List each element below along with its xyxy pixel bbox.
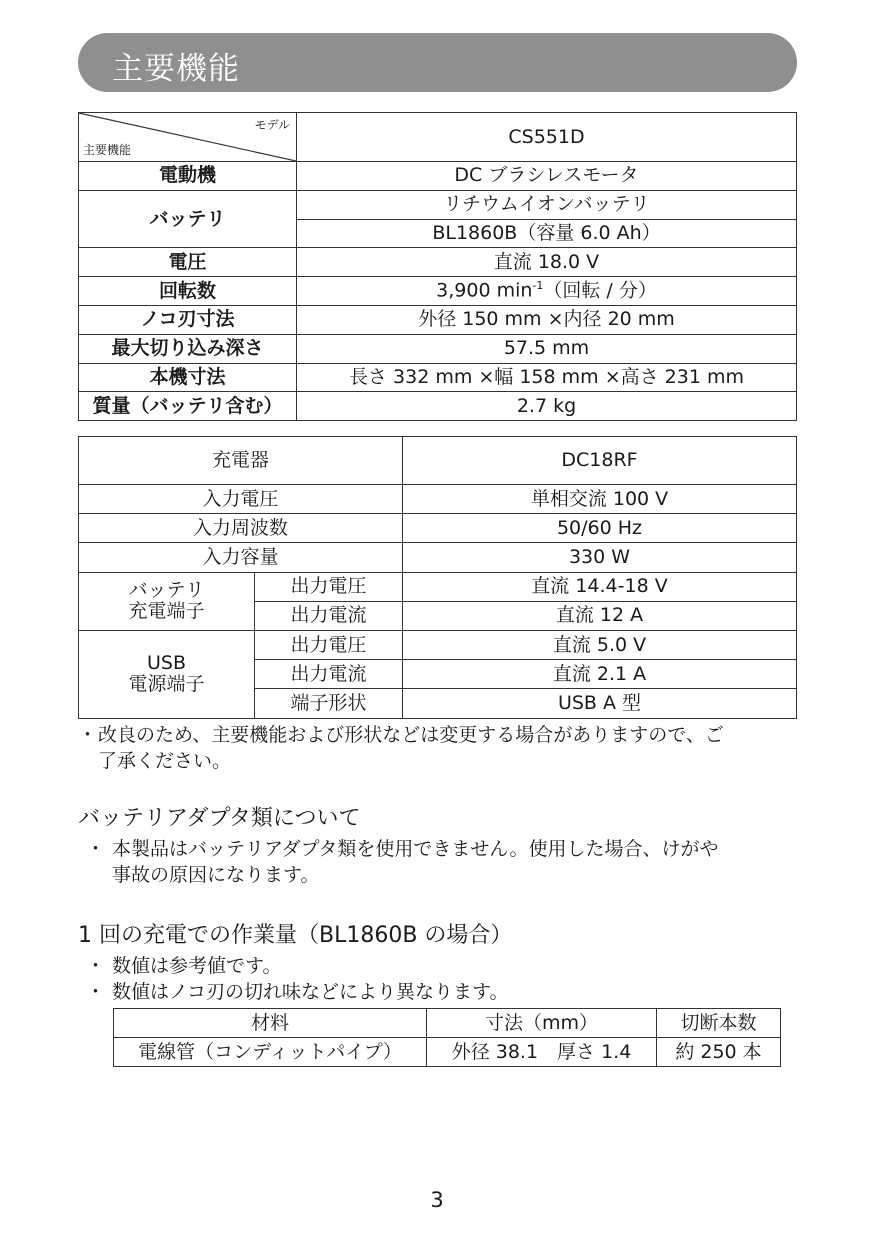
table-row [79, 630, 797, 659]
charger-model: DC18RF [403, 437, 797, 485]
column-header: 寸法（mm） [427, 1009, 657, 1038]
row-label: 本機寸法 [79, 363, 297, 392]
charger-table [78, 436, 797, 719]
row-value: 57.5 mm [297, 334, 797, 363]
row-label: ノコ刃寸法 [79, 305, 297, 334]
table-row [79, 162, 797, 191]
bullet: ・ [86, 838, 106, 860]
row-value: 2.7 kg [297, 392, 797, 421]
workload-heading: 1 回の充電での作業量（BL1860B の場合） [78, 923, 513, 948]
note-line: 本製品はバッテリアダプタ類を使用できません。使用した場合、けがや [112, 838, 719, 860]
cutting-capacity-table [113, 1008, 781, 1067]
table-row [79, 485, 797, 514]
table-cell: 電線管（コンディットパイプ） [114, 1038, 427, 1067]
rpm-exponent: -1 [532, 279, 544, 293]
row-label: 入力周波数 [79, 514, 403, 543]
row-value: BL1860B（容量 6.0 Ah） [297, 219, 797, 248]
bullet: ・ [78, 724, 98, 746]
row-value: 330 W [403, 543, 797, 572]
table-row [79, 514, 797, 543]
table-row [79, 190, 797, 219]
row-value: 直流 18.0 V [297, 248, 797, 277]
usb-terminal-label [79, 630, 255, 718]
row-label: 端子形状 [255, 689, 403, 718]
rpm-unit: （回転 / 分） [543, 279, 657, 302]
row-value: USB A 型 [403, 689, 797, 718]
adapter-heading: バッテリアダプタ類について [78, 806, 361, 831]
charger-header-label: 充電器 [79, 437, 403, 485]
row-value [297, 277, 797, 306]
table-row [79, 572, 797, 601]
row-value: 直流 14.4-18 V [403, 572, 797, 601]
table-row [79, 363, 797, 392]
improvement-note [78, 722, 797, 774]
spec-table [78, 112, 797, 421]
table-row [79, 277, 797, 306]
row-value: リチウムイオンバッテリ [297, 190, 797, 219]
note-line: 改良のため、主要機能および形状などは変更する場合がありますので、ご [98, 724, 724, 746]
note-line: 事故の原因になります。 [112, 864, 320, 886]
column-header: 材料 [114, 1009, 427, 1038]
page-title: 主要機能 [112, 51, 240, 87]
row-label: 出力電圧 [255, 572, 403, 601]
row-label: 入力容量 [79, 543, 403, 572]
group-label-line: 充電端子 [128, 600, 205, 623]
model-name: CS551D [297, 113, 797, 162]
table-row [79, 248, 797, 277]
adapter-note [86, 836, 797, 888]
group-label-line: USB [146, 652, 186, 675]
group-label-line: 電源端子 [128, 673, 205, 696]
table-header-row [114, 1009, 781, 1038]
corner-label-model: モデル [254, 118, 290, 132]
group-label-line: バッテリ [128, 579, 205, 602]
note-line: 数値は参考値です。 [112, 955, 282, 977]
table-cell: 外径 38.1 厚さ 1.4 [427, 1038, 657, 1067]
row-label: 電動機 [79, 162, 297, 191]
column-header: 切断本数 [657, 1009, 781, 1038]
corner-label-functions: 主要機能 [83, 142, 132, 157]
row-value: DC ブラシレスモータ [297, 162, 797, 191]
workload-notes [86, 953, 797, 1005]
row-label: 質量（バッテリ含む） [79, 392, 297, 421]
battery-terminal-label [79, 572, 255, 630]
table-row [79, 392, 797, 421]
row-value: 外径 150 mm ×内径 20 mm [297, 305, 797, 334]
note-line: 了承ください。 [98, 750, 232, 772]
row-value: 50/60 Hz [403, 514, 797, 543]
row-value: 直流 12 A [403, 601, 797, 630]
page-number: 3 [430, 1188, 444, 1212]
row-value: 長さ 332 mm ×幅 158 mm ×高さ 231 mm [297, 363, 797, 392]
row-label: 出力電圧 [255, 630, 403, 659]
row-value: 直流 2.1 A [403, 660, 797, 689]
row-label: 電圧 [79, 248, 297, 277]
table-cell: 約 250 本 [657, 1038, 781, 1067]
bullet: ・ [86, 981, 106, 1003]
row-label: 回転数 [79, 277, 297, 306]
spec-table-corner [79, 113, 297, 162]
note-line: 数値はノコ刃の切れ味などにより異なります。 [112, 981, 509, 1003]
table-row [114, 1038, 781, 1067]
row-label: 入力電圧 [79, 485, 403, 514]
row-label: 出力電流 [255, 601, 403, 630]
rpm-value: 3,900 min [436, 279, 533, 302]
section-header-banner [78, 33, 797, 92]
row-label: 最大切り込み深さ [79, 334, 297, 363]
row-label: バッテリ [79, 190, 297, 248]
table-row [79, 305, 797, 334]
bullet: ・ [86, 955, 106, 977]
row-value: 直流 5.0 V [403, 630, 797, 659]
table-row [79, 543, 797, 572]
table-row [79, 334, 797, 363]
row-value: 単相交流 100 V [403, 485, 797, 514]
row-label: 出力電流 [255, 660, 403, 689]
